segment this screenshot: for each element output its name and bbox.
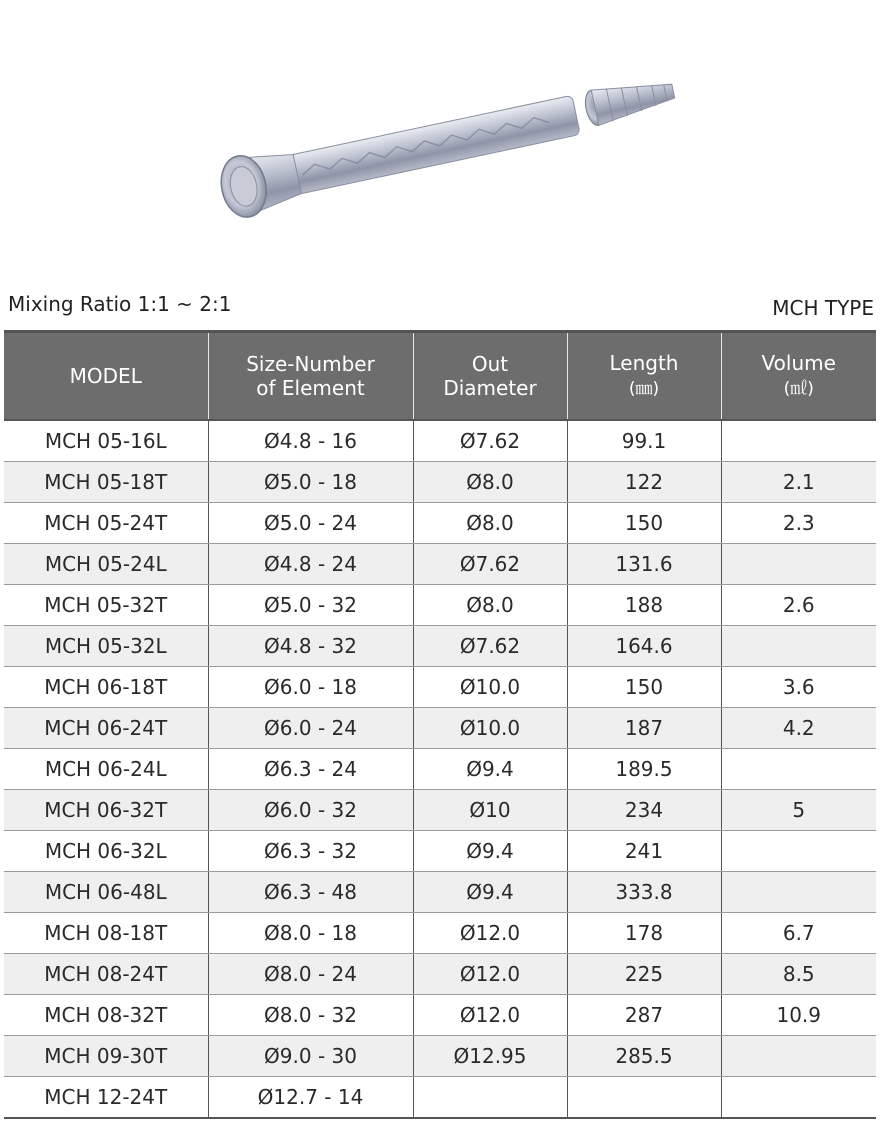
- header-size-label-1: Size-Number: [246, 352, 375, 376]
- volume-cell: [721, 544, 876, 585]
- header-diameter-label-2: Diameter: [443, 376, 537, 400]
- out-diameter-cell: Ø8.0: [413, 585, 567, 626]
- header-size-label-2: of Element: [256, 376, 365, 400]
- model-cell: MCH 05-24T: [4, 503, 208, 544]
- table-row: [4, 913, 876, 954]
- volume-cell: 3.6: [721, 667, 876, 708]
- model-cell: MCH 05-32L: [4, 626, 208, 667]
- model-cell: MCH 05-24L: [4, 544, 208, 585]
- out-diameter-cell: Ø7.62: [413, 420, 567, 462]
- table-row: [4, 831, 876, 872]
- header-out-diameter: [413, 332, 567, 421]
- out-diameter-cell: Ø12.0: [413, 913, 567, 954]
- out-diameter-cell: Ø9.4: [413, 872, 567, 913]
- volume-cell: [721, 749, 876, 790]
- out-diameter-cell: Ø12.95: [413, 1036, 567, 1077]
- model-cell: MCH 08-18T: [4, 913, 208, 954]
- size-number-cell: Ø6.3 - 48: [208, 872, 413, 913]
- model-cell: MCH 12-24T: [4, 1077, 208, 1119]
- volume-cell: 6.7: [721, 913, 876, 954]
- size-number-cell: Ø8.0 - 18: [208, 913, 413, 954]
- out-diameter-cell: Ø12.0: [413, 954, 567, 995]
- size-number-cell: Ø4.8 - 24: [208, 544, 413, 585]
- header-model: [4, 332, 208, 421]
- size-number-cell: Ø6.3 - 32: [208, 831, 413, 872]
- static-mixer-illustration: [0, 0, 880, 290]
- out-diameter-cell: Ø9.4: [413, 749, 567, 790]
- model-cell: MCH 09-30T: [4, 1036, 208, 1077]
- table-row: [4, 1036, 876, 1077]
- out-diameter-cell: Ø10.0: [413, 708, 567, 749]
- length-cell: 131.6: [567, 544, 721, 585]
- out-diameter-cell: Ø8.0: [413, 503, 567, 544]
- table-row: [4, 995, 876, 1036]
- product-image: [0, 0, 880, 290]
- length-cell: 287: [567, 995, 721, 1036]
- model-cell: MCH 06-24T: [4, 708, 208, 749]
- table-row: [4, 626, 876, 667]
- out-diameter-cell: [413, 1077, 567, 1119]
- size-number-cell: Ø5.0 - 24: [208, 503, 413, 544]
- size-number-cell: Ø6.0 - 18: [208, 667, 413, 708]
- table-row: [4, 790, 876, 831]
- header-volume-label: Volume: [761, 351, 836, 375]
- volume-cell: 2.3: [721, 503, 876, 544]
- out-diameter-cell: Ø7.62: [413, 544, 567, 585]
- model-cell: MCH 06-18T: [4, 667, 208, 708]
- volume-cell: 8.5: [721, 954, 876, 995]
- header-length: [567, 332, 721, 421]
- model-cell: MCH 08-24T: [4, 954, 208, 995]
- header-model-label: MODEL: [69, 364, 142, 388]
- length-cell: 234: [567, 790, 721, 831]
- length-cell: 150: [567, 503, 721, 544]
- header-volume: [721, 332, 876, 421]
- volume-cell: 2.6: [721, 585, 876, 626]
- model-cell: MCH 06-24L: [4, 749, 208, 790]
- length-cell: 122: [567, 462, 721, 503]
- volume-cell: [721, 420, 876, 462]
- length-cell: 164.6: [567, 626, 721, 667]
- model-cell: MCH 06-48L: [4, 872, 208, 913]
- table-caption-row: [0, 290, 876, 326]
- model-cell: MCH 05-18T: [4, 462, 208, 503]
- out-diameter-cell: Ø9.4: [413, 831, 567, 872]
- table-row: [4, 708, 876, 749]
- header-size-number: [208, 332, 413, 421]
- mixing-ratio-label: Mixing Ratio 1:1 ~ 2:1: [8, 292, 232, 316]
- size-number-cell: Ø5.0 - 32: [208, 585, 413, 626]
- size-number-cell: Ø8.0 - 24: [208, 954, 413, 995]
- table-body: [4, 420, 876, 1118]
- volume-cell: [721, 1036, 876, 1077]
- length-cell: [567, 1077, 721, 1119]
- model-cell: MCH 05-16L: [4, 420, 208, 462]
- length-cell: 189.5: [567, 749, 721, 790]
- table-row: [4, 462, 876, 503]
- size-number-cell: Ø6.0 - 24: [208, 708, 413, 749]
- table-row: [4, 667, 876, 708]
- size-number-cell: Ø9.0 - 30: [208, 1036, 413, 1077]
- table-row: [4, 1077, 876, 1119]
- table-row: [4, 954, 876, 995]
- volume-cell: 2.1: [721, 462, 876, 503]
- out-diameter-cell: Ø8.0: [413, 462, 567, 503]
- table-row: [4, 749, 876, 790]
- out-diameter-cell: Ø7.62: [413, 626, 567, 667]
- size-number-cell: Ø6.0 - 32: [208, 790, 413, 831]
- size-number-cell: Ø12.7 - 14: [208, 1077, 413, 1119]
- length-cell: 225: [567, 954, 721, 995]
- type-label: MCH TYPE: [772, 296, 874, 320]
- header-length-unit: (㎜): [628, 379, 660, 399]
- header-length-label: Length: [609, 351, 679, 375]
- table-row: [4, 503, 876, 544]
- length-cell: 178: [567, 913, 721, 954]
- size-number-cell: Ø4.8 - 16: [208, 420, 413, 462]
- header-volume-unit: (㎖): [783, 379, 814, 399]
- volume-cell: [721, 831, 876, 872]
- volume-cell: [721, 872, 876, 913]
- length-cell: 285.5: [567, 1036, 721, 1077]
- length-cell: 333.8: [567, 872, 721, 913]
- size-number-cell: Ø8.0 - 32: [208, 995, 413, 1036]
- out-diameter-cell: Ø12.0: [413, 995, 567, 1036]
- volume-cell: 4.2: [721, 708, 876, 749]
- volume-cell: 5: [721, 790, 876, 831]
- volume-cell: 10.9: [721, 995, 876, 1036]
- model-cell: MCH 08-32T: [4, 995, 208, 1036]
- volume-cell: [721, 1077, 876, 1119]
- out-diameter-cell: Ø10.0: [413, 667, 567, 708]
- table-row: [4, 420, 876, 462]
- volume-cell: [721, 626, 876, 667]
- table-row: [4, 872, 876, 913]
- size-number-cell: Ø4.8 - 32: [208, 626, 413, 667]
- size-number-cell: Ø6.3 - 24: [208, 749, 413, 790]
- table-row: [4, 544, 876, 585]
- length-cell: 150: [567, 667, 721, 708]
- header-diameter-label-1: Out: [471, 352, 509, 376]
- spec-table: [4, 330, 876, 1119]
- table-header-row: [4, 332, 876, 421]
- length-cell: 241: [567, 831, 721, 872]
- model-cell: MCH 06-32L: [4, 831, 208, 872]
- size-number-cell: Ø5.0 - 18: [208, 462, 413, 503]
- model-cell: MCH 05-32T: [4, 585, 208, 626]
- length-cell: 99.1: [567, 420, 721, 462]
- length-cell: 188: [567, 585, 721, 626]
- model-cell: MCH 06-32T: [4, 790, 208, 831]
- length-cell: 187: [567, 708, 721, 749]
- out-diameter-cell: Ø10: [413, 790, 567, 831]
- table-row: [4, 585, 876, 626]
